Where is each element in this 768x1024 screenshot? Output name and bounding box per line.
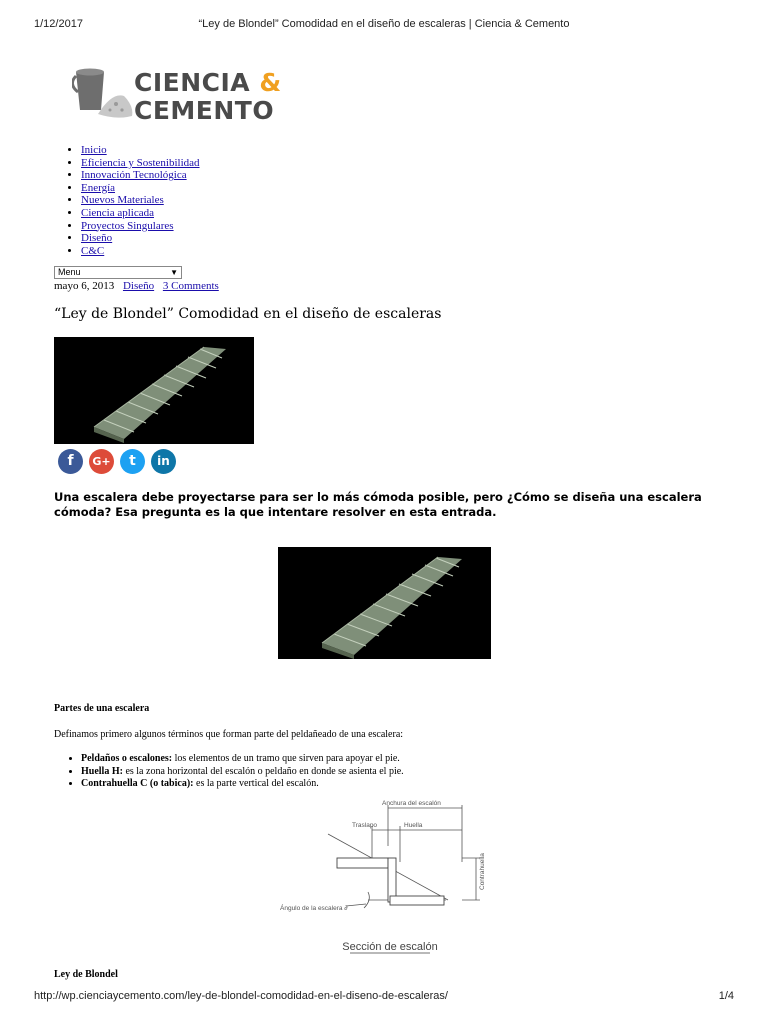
label-traslapo: Traslapo [352, 822, 378, 829]
term-item [81, 753, 404, 766]
terms-list [54, 753, 404, 791]
stair-3d-image-large [278, 547, 491, 659]
nav-item [81, 232, 200, 245]
nav-link-innovacion[interactable]: Innovación Tecnológica [81, 169, 187, 182]
label-huella: Huella [404, 822, 423, 829]
label-angulo: Ángulo de la escalera ∂ [280, 905, 348, 912]
nav-item [81, 144, 200, 157]
menu-select[interactable] [54, 266, 182, 279]
nav-item [81, 169, 200, 182]
logo-text-ciencia: CIENCIA [134, 68, 251, 97]
nav-item [81, 182, 200, 195]
print-header [34, 18, 734, 32]
nav-link-nuevos-materiales[interactable]: Nuevos Materiales [81, 194, 164, 207]
nav-link-cc[interactable]: C&C [81, 244, 105, 257]
print-page-title: “Ley de Blondel” Comodidad en el diseño de escaleras | Ciencia & Cemento [198, 18, 570, 30]
stair-3d-image [54, 337, 254, 444]
intro-paragraph: Una escalera debe proyectarse para ser lo más cómoda posible, pero ¿Cómo se diseña una escalera cómoda? Esa pregunta es la que intentare resolver en esta entrada. [54, 490, 702, 519]
menu-select-value: Menu [58, 267, 81, 277]
google-plus-icon[interactable]: G+ [89, 449, 114, 474]
post-date: mayo 6, 2013 [54, 280, 115, 292]
nav-link-diseno[interactable]: Diseño [81, 232, 113, 245]
nav-link-energia[interactable]: Energía [81, 181, 116, 194]
nav-link-proyectos-singulares[interactable]: Proyectos Singulares [81, 219, 174, 232]
nav-link-ciencia-aplicada[interactable]: Ciencia aplicada [81, 206, 154, 219]
section-heading-partes: Partes de una escalera [54, 703, 150, 714]
print-footer [34, 990, 734, 1004]
post-category-link[interactable]: Diseño [122, 280, 155, 292]
print-url: http://wp.cienciaycemento.com/ley-de-blondel-comodidad-en-el-diseno-de-escaleras/ [34, 990, 448, 1002]
print-date: 1/12/2017 [34, 18, 83, 30]
linkedin-icon[interactable]: in [151, 449, 176, 474]
diagram-caption: Sección de escalón [342, 941, 438, 953]
logo-ampersand: & [259, 68, 282, 97]
nav-link-eficiencia[interactable]: Eficiencia y Sostenibilidad [81, 156, 200, 169]
step-section-diagram [280, 796, 500, 961]
term-label: Contrahuella C (o tabica): [81, 778, 194, 789]
nav-item [81, 245, 200, 258]
section-heading-blondel: Ley de Blondel [54, 969, 118, 980]
term-desc: es la parte vertical del escalón. [193, 778, 319, 789]
post-comments-link[interactable]: 3 Comments [162, 280, 219, 292]
logo-text-cemento: CEMENTO [134, 96, 275, 125]
section-paragraph: Definamos primero algunos términos que forman parte del peldañeado de una escalera: [54, 729, 404, 740]
post-title: “Ley de Blondel” Comodidad en el diseño de escaleras [54, 306, 442, 322]
term-item [81, 778, 404, 791]
nav-item [81, 207, 200, 220]
twitter-icon[interactable]: t [120, 449, 145, 474]
nav-item [81, 194, 200, 207]
term-item [81, 766, 404, 779]
concrete-bucket-logo-icon [72, 66, 136, 130]
post-meta [54, 280, 219, 292]
label-anchura: Anchura del escalón [382, 800, 441, 807]
nav-link-inicio[interactable]: Inicio [81, 144, 107, 156]
site-logo[interactable] [72, 66, 282, 130]
nav-item [81, 220, 200, 233]
label-contrahuella: Contrahuella [479, 853, 486, 890]
nav-item [81, 157, 200, 170]
term-desc: los elementos de un tramo que sirven para apoyar el pie. [172, 753, 400, 764]
term-label: Huella H: [81, 765, 123, 777]
term-desc: es la zona horizontal del escalón o peldaño en donde se asienta el pie. [122, 765, 404, 777]
facebook-icon[interactable]: f [58, 449, 83, 474]
dropdown-arrow-icon: ▼ [170, 268, 178, 277]
term-label: Peldaños o escalones: [81, 753, 173, 764]
print-page-number: 1/4 [718, 990, 734, 1002]
main-nav [54, 144, 200, 257]
